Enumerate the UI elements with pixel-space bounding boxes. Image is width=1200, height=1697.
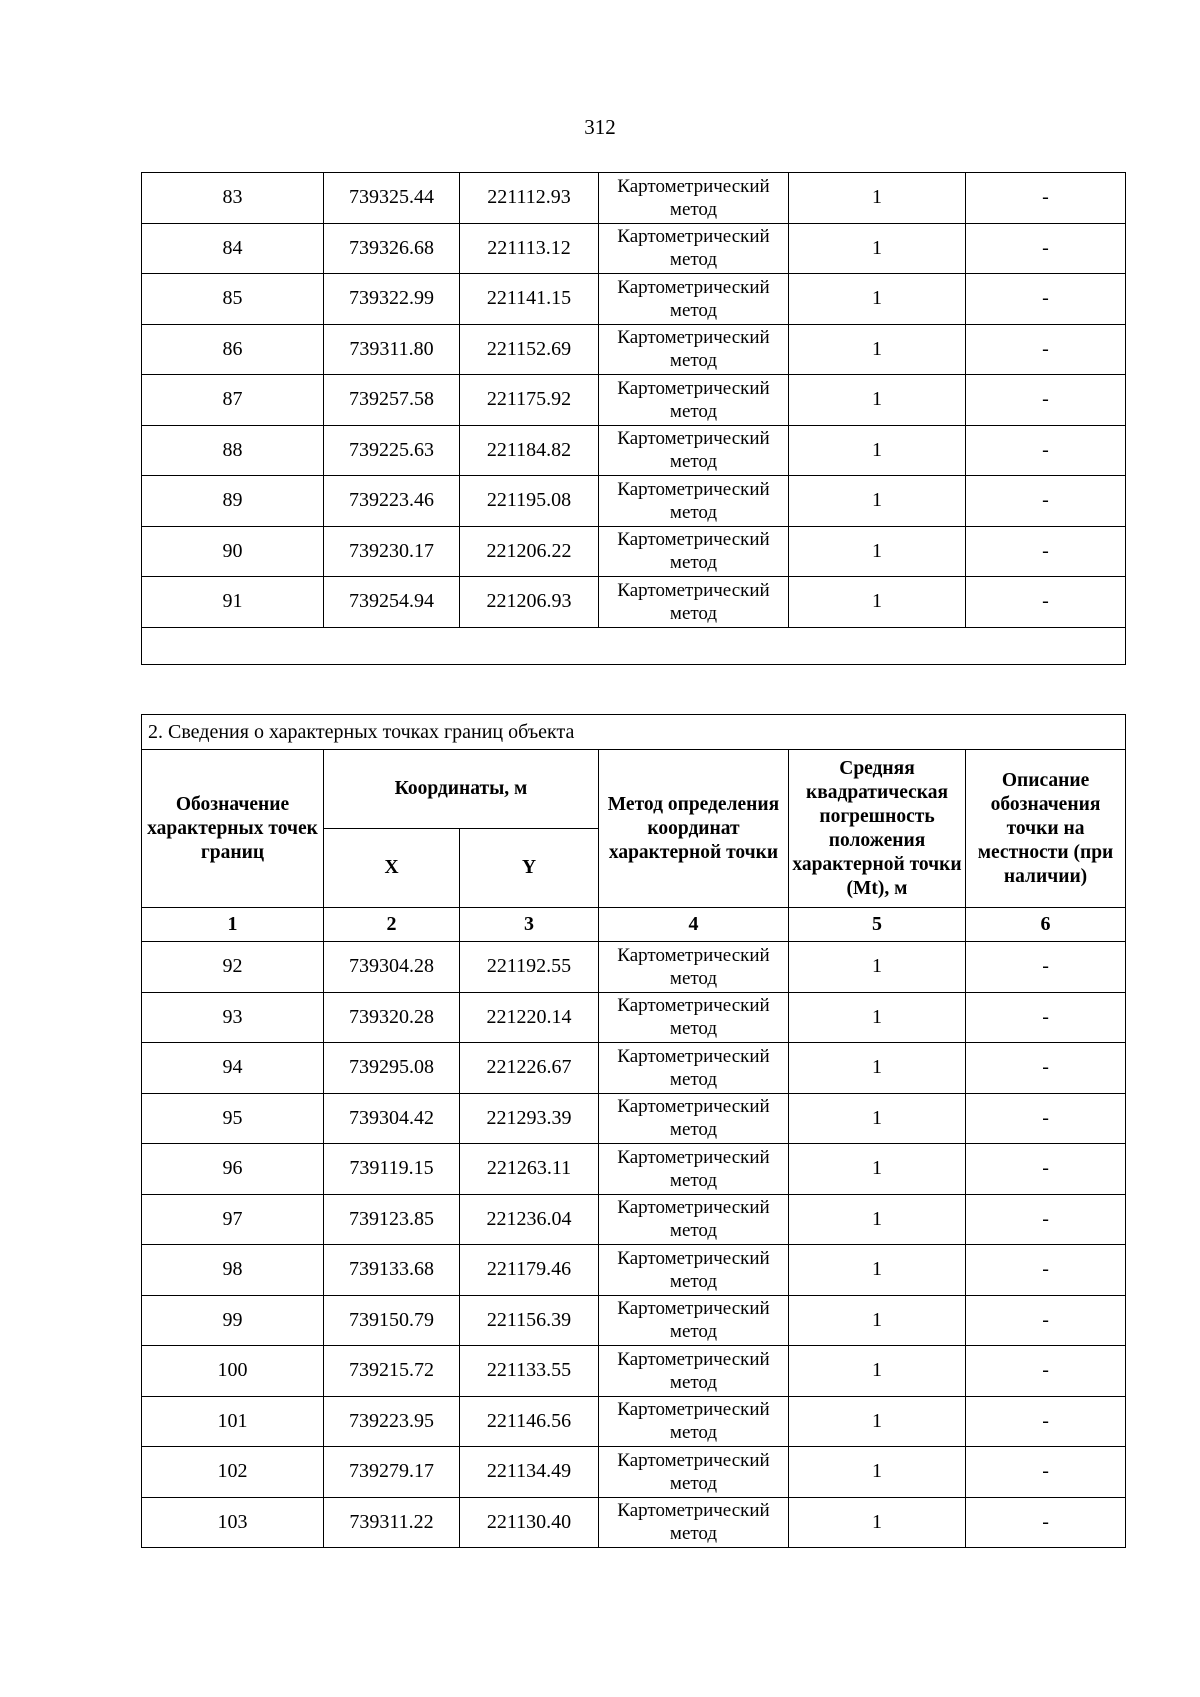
table-row <box>142 1093 1126 1144</box>
table-row <box>142 577 1126 628</box>
method-cell: Картометрический метод <box>599 942 789 993</box>
x-coordinate-cell: 739279.17 <box>324 1447 460 1498</box>
table-row <box>142 324 1126 375</box>
point-id-cell: 95 <box>142 1093 324 1144</box>
method-cell: Картометрический метод <box>599 992 789 1043</box>
point-id-cell: 86 <box>142 324 324 375</box>
description-cell: - <box>966 1396 1126 1447</box>
table-row <box>142 1194 1126 1245</box>
method-cell: Картометрический метод <box>599 1194 789 1245</box>
table-row <box>142 1144 1126 1195</box>
x-coordinate-cell: 739311.22 <box>324 1497 460 1548</box>
description-cell: - <box>966 1295 1126 1346</box>
x-coordinate-cell: 739254.94 <box>324 577 460 628</box>
description-cell: - <box>966 1043 1126 1094</box>
method-cell: Картометрический метод <box>599 526 789 577</box>
mt-cell: 1 <box>789 173 966 224</box>
y-coordinate-cell: 221133.55 <box>460 1346 599 1397</box>
description-cell: - <box>966 324 1126 375</box>
x-coordinate-cell: 739223.46 <box>324 476 460 527</box>
y-coordinate-cell: 221293.39 <box>460 1093 599 1144</box>
method-cell: Картометрический метод <box>599 1093 789 1144</box>
point-id-cell: 96 <box>142 1144 324 1195</box>
point-id-cell: 93 <box>142 992 324 1043</box>
y-coordinate-cell: 221226.67 <box>460 1043 599 1094</box>
x-coordinate-cell: 739295.08 <box>324 1043 460 1094</box>
mt-cell: 1 <box>789 476 966 527</box>
y-coordinate-cell: 221152.69 <box>460 324 599 375</box>
mt-cell: 1 <box>789 526 966 577</box>
method-cell: Картометрический метод <box>599 223 789 274</box>
header-description: Описание обозначения точки на местности (при наличии) <box>966 750 1126 908</box>
x-coordinate-cell: 739215.72 <box>324 1346 460 1397</box>
mt-cell: 1 <box>789 1043 966 1094</box>
description-cell: - <box>966 526 1126 577</box>
x-coordinate-cell: 739257.58 <box>324 375 460 426</box>
header-designation: Обозначение характерных точек границ <box>142 750 324 908</box>
y-coordinate-cell: 221184.82 <box>460 425 599 476</box>
y-coordinate-cell: 221175.92 <box>460 375 599 426</box>
point-id-cell: 97 <box>142 1194 324 1245</box>
header-method: Метод определения координат характерной точки <box>599 750 789 908</box>
y-coordinate-cell: 221206.22 <box>460 526 599 577</box>
table-row <box>142 1245 1126 1296</box>
table-row <box>142 1043 1126 1094</box>
section-title: 2. Сведения о характерных точках границ объекта <box>142 715 1126 750</box>
description-cell: - <box>966 375 1126 426</box>
method-cell: Картометрический метод <box>599 173 789 224</box>
x-coordinate-cell: 739223.95 <box>324 1396 460 1447</box>
boundary-points-table-continued <box>141 172 1126 665</box>
mt-cell: 1 <box>789 1396 966 1447</box>
method-cell: Картометрический метод <box>599 1396 789 1447</box>
table-row <box>142 942 1126 993</box>
method-cell: Картометрический метод <box>599 476 789 527</box>
point-id-cell: 87 <box>142 375 324 426</box>
header-y: Y <box>460 829 599 908</box>
point-id-cell: 92 <box>142 942 324 993</box>
point-id-cell: 85 <box>142 274 324 325</box>
column-numbers-row <box>142 908 1126 942</box>
mt-cell: 1 <box>789 1093 966 1144</box>
y-coordinate-cell: 221134.49 <box>460 1447 599 1498</box>
method-cell: Картометрический метод <box>599 1497 789 1548</box>
description-cell: - <box>966 577 1126 628</box>
point-id-cell: 101 <box>142 1396 324 1447</box>
point-id-cell: 90 <box>142 526 324 577</box>
point-id-cell: 88 <box>142 425 324 476</box>
table-row <box>142 274 1126 325</box>
method-cell: Картометрический метод <box>599 425 789 476</box>
description-cell: - <box>966 942 1126 993</box>
table-row <box>142 1346 1126 1397</box>
y-coordinate-cell: 221130.40 <box>460 1497 599 1548</box>
x-coordinate-cell: 739225.63 <box>324 425 460 476</box>
table-row <box>142 1447 1126 1498</box>
description-cell: - <box>966 274 1126 325</box>
y-coordinate-cell: 221263.11 <box>460 1144 599 1195</box>
method-cell: Картометрический метод <box>599 577 789 628</box>
mt-cell: 1 <box>789 223 966 274</box>
description-cell: - <box>966 1093 1126 1144</box>
description-cell: - <box>966 1144 1126 1195</box>
y-coordinate-cell: 221112.93 <box>460 173 599 224</box>
mt-cell: 1 <box>789 1144 966 1195</box>
column-number: 1 <box>142 908 324 942</box>
page-number: 312 <box>584 115 616 139</box>
x-coordinate-cell: 739311.80 <box>324 324 460 375</box>
point-id-cell: 102 <box>142 1447 324 1498</box>
description-cell: - <box>966 1447 1126 1498</box>
column-number: 6 <box>966 908 1126 942</box>
description-cell: - <box>966 425 1126 476</box>
empty-row <box>142 627 1126 664</box>
x-coordinate-cell: 739133.68 <box>324 1245 460 1296</box>
description-cell: - <box>966 476 1126 527</box>
column-number: 3 <box>460 908 599 942</box>
y-coordinate-cell: 221156.39 <box>460 1295 599 1346</box>
mt-cell: 1 <box>789 577 966 628</box>
point-id-cell: 89 <box>142 476 324 527</box>
mt-cell: 1 <box>789 1295 966 1346</box>
table-row <box>142 992 1126 1043</box>
mt-cell: 1 <box>789 425 966 476</box>
y-coordinate-cell: 221236.04 <box>460 1194 599 1245</box>
point-id-cell: 100 <box>142 1346 324 1397</box>
column-number: 4 <box>599 908 789 942</box>
y-coordinate-cell: 221192.55 <box>460 942 599 993</box>
y-coordinate-cell: 221141.15 <box>460 274 599 325</box>
mt-cell: 1 <box>789 992 966 1043</box>
description-cell: - <box>966 1346 1126 1397</box>
x-coordinate-cell: 739325.44 <box>324 173 460 224</box>
point-id-cell: 98 <box>142 1245 324 1296</box>
method-cell: Картометрический метод <box>599 1144 789 1195</box>
x-coordinate-cell: 739150.79 <box>324 1295 460 1346</box>
header-coordinates: Координаты, м <box>324 750 599 829</box>
column-number: 5 <box>789 908 966 942</box>
description-cell: - <box>966 1497 1126 1548</box>
mt-cell: 1 <box>789 942 966 993</box>
method-cell: Картометрический метод <box>599 324 789 375</box>
description-cell: - <box>966 173 1126 224</box>
point-id-cell: 103 <box>142 1497 324 1548</box>
x-coordinate-cell: 739123.85 <box>324 1194 460 1245</box>
mt-cell: 1 <box>789 1447 966 1498</box>
mt-cell: 1 <box>789 324 966 375</box>
description-cell: - <box>966 1194 1126 1245</box>
point-id-cell: 94 <box>142 1043 324 1094</box>
description-cell: - <box>966 992 1126 1043</box>
table-row <box>142 223 1126 274</box>
table-row <box>142 425 1126 476</box>
x-coordinate-cell: 739322.99 <box>324 274 460 325</box>
table-row <box>142 476 1126 527</box>
method-cell: Картометрический метод <box>599 1295 789 1346</box>
boundary-points-table <box>141 714 1126 1548</box>
header-x: X <box>324 829 460 908</box>
column-number: 2 <box>324 908 460 942</box>
mt-cell: 1 <box>789 375 966 426</box>
x-coordinate-cell: 739304.42 <box>324 1093 460 1144</box>
method-cell: Картометрический метод <box>599 1447 789 1498</box>
mt-cell: 1 <box>789 1346 966 1397</box>
x-coordinate-cell: 739320.28 <box>324 992 460 1043</box>
y-coordinate-cell: 221179.46 <box>460 1245 599 1296</box>
table-row <box>142 1497 1126 1548</box>
mt-cell: 1 <box>789 274 966 325</box>
method-cell: Картометрический метод <box>599 274 789 325</box>
x-coordinate-cell: 739119.15 <box>324 1144 460 1195</box>
mt-cell: 1 <box>789 1497 966 1548</box>
description-cell: - <box>966 1245 1126 1296</box>
point-id-cell: 84 <box>142 223 324 274</box>
y-coordinate-cell: 221113.12 <box>460 223 599 274</box>
mt-cell: 1 <box>789 1245 966 1296</box>
y-coordinate-cell: 221206.93 <box>460 577 599 628</box>
table-row <box>142 526 1126 577</box>
method-cell: Картометрический метод <box>599 375 789 426</box>
y-coordinate-cell: 221220.14 <box>460 992 599 1043</box>
x-coordinate-cell: 739326.68 <box>324 223 460 274</box>
x-coordinate-cell: 739230.17 <box>324 526 460 577</box>
y-coordinate-cell: 221195.08 <box>460 476 599 527</box>
x-coordinate-cell: 739304.28 <box>324 942 460 993</box>
point-id-cell: 83 <box>142 173 324 224</box>
method-cell: Картометрический метод <box>599 1245 789 1296</box>
header-mt: Средняя квадратическая погрешность положения характерной точки (Mt), м <box>789 750 966 908</box>
table-row <box>142 173 1126 224</box>
point-id-cell: 91 <box>142 577 324 628</box>
table-row <box>142 375 1126 426</box>
description-cell: - <box>966 223 1126 274</box>
table-row <box>142 1295 1126 1346</box>
y-coordinate-cell: 221146.56 <box>460 1396 599 1447</box>
mt-cell: 1 <box>789 1194 966 1245</box>
method-cell: Картометрический метод <box>599 1043 789 1094</box>
point-id-cell: 99 <box>142 1295 324 1346</box>
method-cell: Картометрический метод <box>599 1346 789 1397</box>
section-title-row <box>142 715 1126 750</box>
table-row <box>142 1396 1126 1447</box>
